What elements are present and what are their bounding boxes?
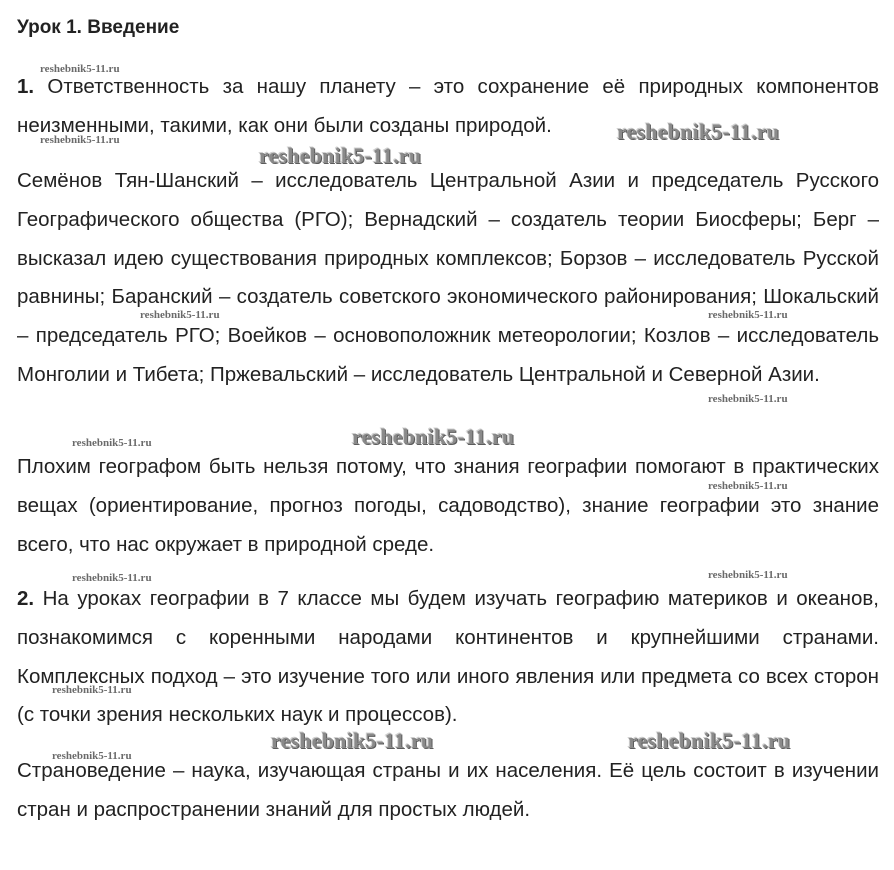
- paragraph-number: 1.: [17, 75, 35, 98]
- watermark-small: reshebnik5-11.ru: [72, 572, 152, 584]
- paragraph-text: На уроках географии в 7 классе мы будем изучать географию материков и океанов, познакомимся с коренными народами континентов и крупнейшими странами. Комплексных подход – это изучение того или иного явления или предмета со всех сторон (с точки зрения нескольких наук и процессов).: [17, 587, 879, 727]
- watermark-large: reshebnik5-11.ru: [628, 728, 791, 753]
- watermark-small: reshebnik5-11.ru: [708, 309, 788, 321]
- paragraph-2: [17, 580, 879, 735]
- watermark-large: reshebnik5-11.ru: [352, 424, 515, 449]
- paragraph-1: [17, 68, 879, 146]
- watermark-small: reshebnik5-11.ru: [52, 750, 132, 762]
- paragraph-text: Семёнов Тян-Шанский – исследователь Центральной Азии и председатель Русского Географического общества (РГО); Вернадский – создатель теории Биосферы; Берг – высказал идею существования природных комплексов; Борзов – исследователь Русской равнины; Баранский – создатель советского экономического районирования; Шокальский – председатель РГО; Воейков – основоположник метеорологии; Козлов – исследователь Монголии и Тибета; Пржевальский – исследователь Центральной и Северной Азии.: [17, 169, 879, 386]
- watermark-large: reshebnik5-11.ru: [259, 143, 422, 168]
- paragraph-text: Страноведение – наука, изучающая страны и их населения. Её цель состоит в изучении стран и распространении знаний для простых людей.: [17, 759, 879, 821]
- watermark-small: reshebnik5-11.ru: [708, 480, 788, 492]
- paragraph-number: 2.: [17, 587, 35, 610]
- paragraph-text: Плохим географом быть нельзя потому, что знания географии помогают в практических вещах (ориентирование, прогноз погоды, садоводство), знание географии это знание всего, что нас окружает в природной среде.: [17, 455, 879, 556]
- watermark-large: reshebnik5-11.ru: [617, 119, 780, 144]
- watermark-small: reshebnik5-11.ru: [140, 309, 220, 321]
- paragraph-scientists: [17, 162, 879, 395]
- watermark-small: reshebnik5-11.ru: [40, 134, 120, 146]
- watermark-small: reshebnik5-11.ru: [708, 393, 788, 405]
- watermark-small: reshebnik5-11.ru: [40, 63, 120, 75]
- paragraph-text: Ответственность за нашу планету – это сохранение её природных компонентов неизменными, такими, как они были созданы природой.: [17, 75, 879, 137]
- page-title: Урок 1. Введение: [17, 17, 180, 38]
- watermark-small: reshebnik5-11.ru: [708, 569, 788, 581]
- watermark-large: reshebnik5-11.ru: [271, 728, 434, 753]
- paragraph-country-studies: [17, 752, 879, 830]
- watermark-small: reshebnik5-11.ru: [72, 437, 152, 449]
- paragraph-geographer: [17, 448, 879, 564]
- watermark-small: reshebnik5-11.ru: [52, 684, 132, 696]
